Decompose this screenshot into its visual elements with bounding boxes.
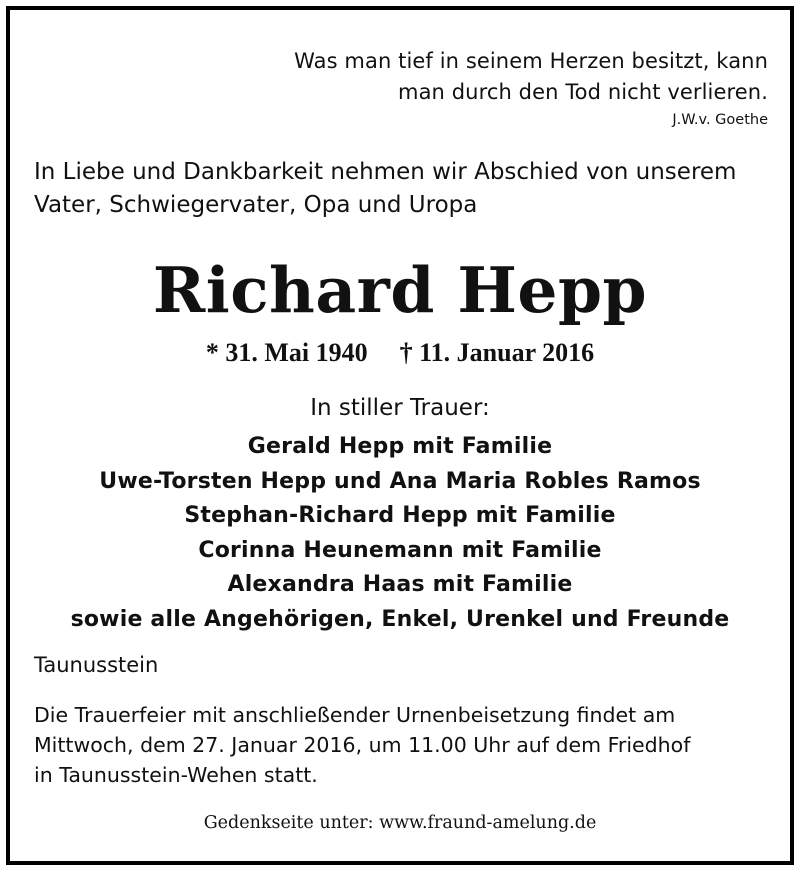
mourning-heading: In stiller Trauer:	[310, 395, 490, 421]
mourner-entry: Alexandra Haas mit Familie	[227, 572, 573, 597]
quote-line: Was man tief in seinem Herzen besitzt, kann	[294, 49, 768, 73]
life-dates	[10, 336, 790, 370]
birth-date: * 31. Mai 1940	[205, 338, 368, 367]
obituary-frame	[6, 6, 794, 865]
notice-line: Mittwoch, dem 27. Januar 2016, um 11.00 Uhr auf dem Friedhof	[34, 733, 691, 757]
quote-line: man durch den Tod nicht verlieren.	[398, 80, 768, 104]
mourner-entry: sowie alle Angehörigen, Enkel, Urenkel und Freunde	[70, 606, 730, 632]
deceased-name: Richard Hepp	[152, 253, 648, 327]
mourner-entry: Gerald Hepp mit Familie	[247, 434, 553, 459]
quote-block	[294, 46, 768, 132]
memorial-page-link[interactable]: Gedenkseite unter: www.fraund-amelung.de	[203, 813, 597, 833]
intro-text	[34, 156, 774, 222]
place-name: Taunusstein	[34, 653, 159, 677]
intro-line: Vater, Schwiegervater, Opa und Uropa	[34, 192, 478, 218]
mourner-entry: Corinna Heunemann mit Familie	[198, 537, 602, 563]
intro-line: In Liebe und Dankbarkeit nehmen wir Abschied von unserem	[34, 159, 737, 185]
death-date: † 11. Januar 2016	[399, 338, 595, 367]
mourner-entry: Stephan-Richard Hepp mit Familie	[184, 503, 616, 528]
mourner-entry: Uwe-Torsten Hepp und Ana Maria Robles Ramos	[99, 468, 701, 494]
funeral-notice	[34, 700, 774, 790]
quote-author: J.W.v. Goethe	[672, 112, 768, 128]
notice-line: Die Trauerfeier mit anschließender Urnenbeisetzung findet am	[34, 703, 676, 727]
mourners-list	[10, 430, 790, 637]
notice-line: in Taunusstein-Wehen statt.	[34, 763, 318, 787]
obituary-content	[10, 10, 790, 861]
